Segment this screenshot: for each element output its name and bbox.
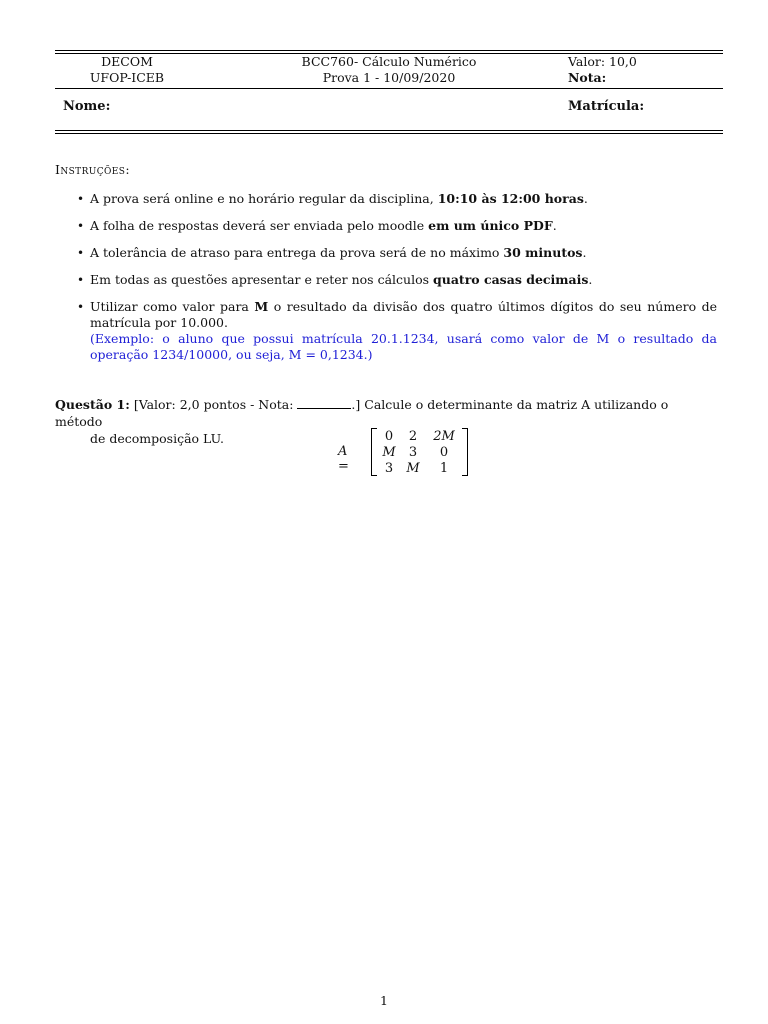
course-title: BCC760- Cálculo Numérico [301,54,477,69]
question-1-label: Questão 1: [55,397,130,412]
question-1-value: [Valor: 2,0 pontos - Nota: [133,397,294,412]
matrix-cell: 0 [384,429,394,444]
instruction-highlight: quatro casas decimais [433,272,589,287]
matrix-right-bracket [462,428,468,476]
instruction-highlight: 30 minutos [503,245,583,260]
header-top-rule [55,50,723,51]
instruction-item: • Em todas as questões apresentar e reter nos cálculos quatro casas decimais. [77,272,717,288]
instruction-item: • A prova será online e no horário regular da disciplina, 10:10 às 12:00 horas. [77,191,717,207]
matrix-cell: 0 [439,445,449,460]
instructions-title: Instruções: [55,162,130,177]
page-number: 1 [380,993,388,1008]
matrix-grid [378,429,462,477]
exam-title-date: Prova 1 - 10/09/2020 [322,70,456,85]
m-symbol: M [254,299,269,314]
matrix-row [378,429,462,445]
header-middle-rule [55,88,723,89]
header-grading [568,54,708,86]
institute-name: UFOP-ICEB [89,70,165,85]
matrix-cell: M [406,461,420,476]
matrix-name: A = [338,444,349,474]
registration-label: Matrícula: [568,99,645,114]
grade-label: Nota: [568,70,607,85]
instruction-item: • A folha de respostas deverá ser enviada pelo moodle em um único PDF. [77,218,717,234]
instruction-highlight: em um único PDF [428,218,553,233]
matrix-cell: 3 [408,445,418,460]
matrix-cell: 2M [433,429,455,444]
matrix-cell: 3 [384,461,394,476]
grade-blank [297,398,351,409]
header-department [72,54,182,86]
instruction-item: • A tolerância de atraso para entrega da prova será de no máximo 30 minutos. [77,245,717,261]
header-bottom-rule-2 [55,133,723,134]
instruction-item-m-value: • Utilizar como valor para M o resultado da divisão dos quatro últimos dígitos do seu número de matrícula por 10.000. (Exemplo: o aluno que possui matrícula 20.1.1234, usará como valor de M o resultado da operação 1234/10000, ou seja, M = 0,1234.) [77,299,717,363]
matrix-row [378,461,462,477]
question-1-line1: Questão 1: [Valor: 2,0 pontos - Nota: .] Calcule o determinante da matriz A utilizando o método [55,397,669,429]
name-label: Nome: [63,99,111,114]
question-1-line2: de decomposição LU. [90,431,225,446]
exam-value: Valor: 10,0 [568,54,637,69]
matrix-cell: 2 [408,429,418,444]
header-bottom-rule [55,130,723,131]
department-name: DECOM [101,54,153,69]
matrix-row [378,445,462,461]
question-1-text: Calcule o determinante da matriz A utilizando o método [55,397,669,429]
example-note: (Exemplo: o aluno que possui matrícula 20.1.1234, usará como valor de M o resultado da operação 1234/10000, ou seja, M = 0,1234.) [90,331,717,362]
matrix-cell: 1 [439,461,449,476]
header-course [284,54,494,86]
matrix-cell: M [382,445,396,460]
instructions-list [77,191,717,374]
matrix-left-bracket [371,428,377,476]
instruction-highlight: 10:10 às 12:00 horas [437,191,584,206]
